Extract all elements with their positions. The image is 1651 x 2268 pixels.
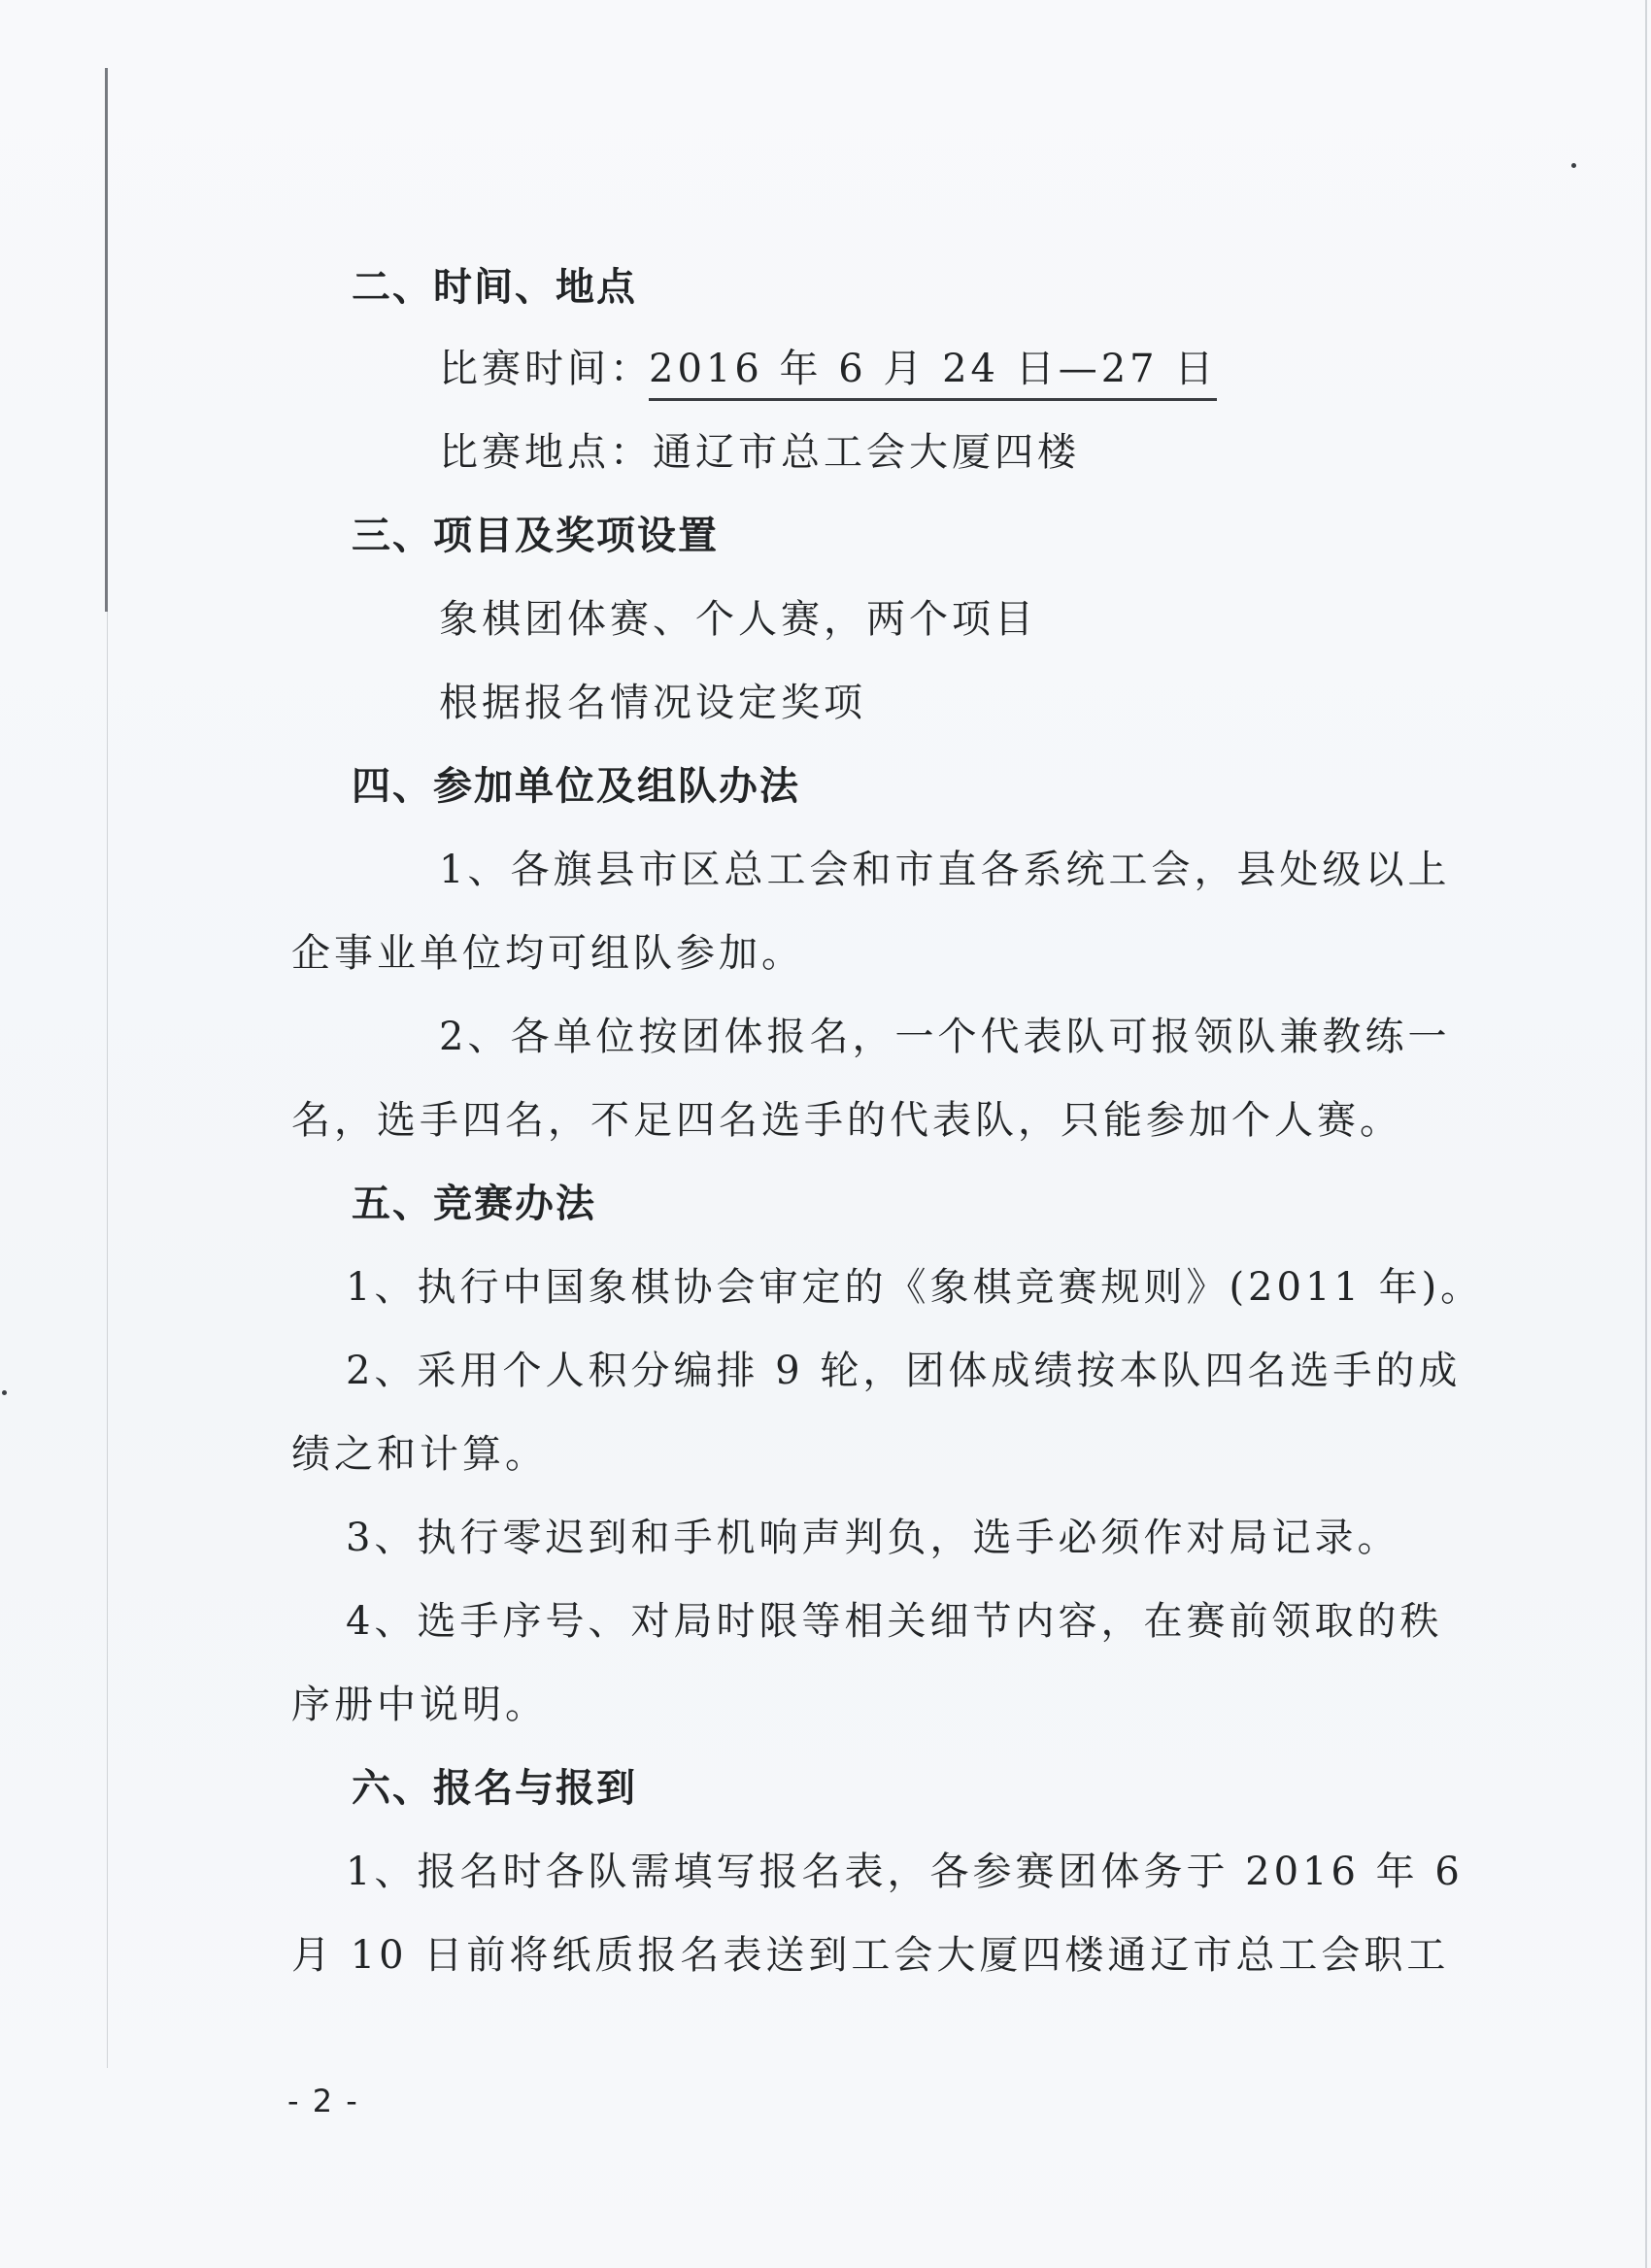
method-item-1: 1、执行中国象棋协会审定的《象棋竞赛规则》(2011 年)。	[346, 1265, 1484, 1310]
heading-time-location: 二、时间、地点	[352, 265, 637, 310]
participants-item-1-line-1: 1、各旗县市区总工会和市直各系统工会，县处级以上	[439, 848, 1451, 892]
registration-item-1-line-2: 月 10 日前将纸质报名表送到工会大厦四楼通辽市总工会职工	[291, 1933, 1450, 1978]
heading-competition-method: 五、竞赛办法	[352, 1182, 596, 1226]
participants-item-2-line-1: 2、各单位按团体报名，一个代表队可报领队兼教练一	[439, 1015, 1451, 1059]
heading-registration: 六、报名与报到	[352, 1766, 637, 1811]
page-number: - 2 -	[287, 2083, 359, 2119]
method-item-3: 3、执行零迟到和手机响声判负，选手必须作对局记录。	[346, 1516, 1400, 1560]
method-item-2-line-2: 绩之和计算。	[291, 1432, 548, 1477]
scan-edge-right	[1645, 0, 1647, 2268]
awards-text: 根据报名情况设定奖项	[439, 681, 866, 725]
heading-participants: 四、参加单位及组队办法	[352, 764, 800, 809]
events-text: 象棋团体赛、个人赛，两个项目	[439, 597, 1037, 642]
method-item-4-line-2: 序册中说明。	[291, 1683, 548, 1727]
scan-edge-left	[105, 68, 108, 612]
participants-item-1-line-2: 企事业单位均可组队参加。	[291, 931, 804, 976]
scan-edge-left-faint	[107, 612, 108, 2068]
scan-dot	[1571, 163, 1576, 168]
scan-dot	[2, 1390, 7, 1395]
method-item-4-line-1: 4、选手序号、对局时限等相关细节内容，在赛前领取的秩	[346, 1599, 1443, 1644]
heading-events-awards: 三、项目及奖项设置	[352, 514, 719, 558]
participants-item-2-line-2: 名，选手四名，不足四名选手的代表队，只能参加个人赛。	[291, 1098, 1402, 1143]
competition-time-value: 2016 年 6 月 24 日—27 日	[649, 344, 1217, 401]
competition-location: 比赛地点：通辽市总工会大厦四楼	[439, 430, 1080, 475]
competition-time-label: 比赛时间：	[439, 347, 653, 391]
method-item-2-line-1: 2、采用个人积分编排 9 轮，团体成绩按本队四名选手的成	[346, 1349, 1462, 1393]
registration-item-1-line-1: 1、报名时各队需填写报名表，各参赛团体务于 2016 年 6	[346, 1850, 1464, 1894]
